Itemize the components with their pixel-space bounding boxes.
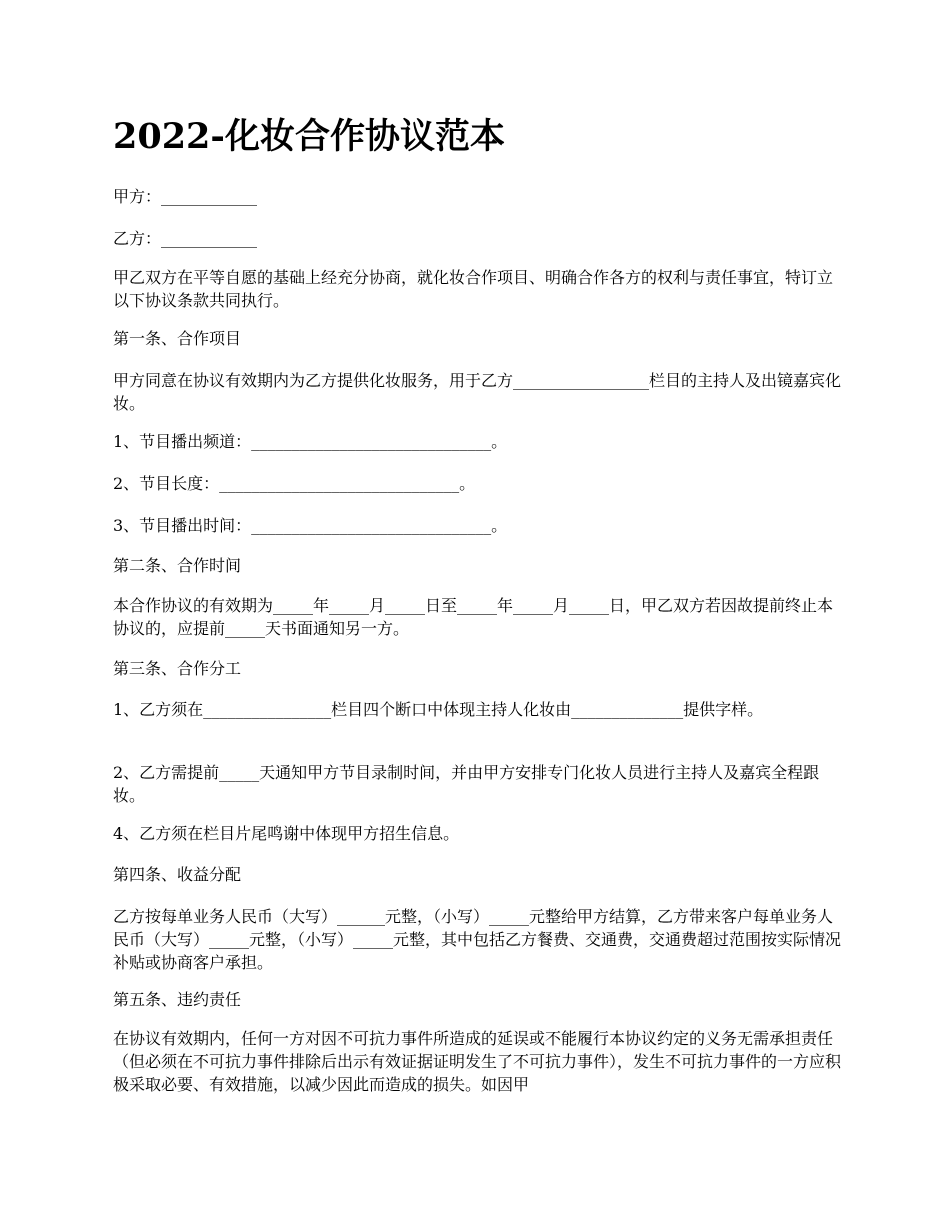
article-3-item-1: 1、乙方须在________________栏目四个断口中体现主持人化妆由______________提供字样。 — [113, 700, 764, 719]
article-1-heading: 第一条、合作项目 — [113, 329, 242, 348]
intro-paragraph: 甲乙双方在平等自愿的基础上经充分协商，就化妆合作项目、明确合作各方的权利与责任事宜，特订立以下协议条款共同执行。 — [113, 268, 834, 310]
article-4-body: 乙方按每单业务人民币（大写）______元整，（小写）_____元整给甲方结算，乙方带来客户每单业务人民币（大写）_____元整，（小写）_____元整，其中包括乙方餐费、交通费，交通费超过范围按实际情况补贴或协商客户承担。 — [113, 907, 842, 972]
article-3-item-2: 2、乙方需提前_____天通知甲方节目录制时间，并由甲方安排专门化妆人员进行主持人及嘉宾全程跟妆。 — [113, 763, 820, 805]
article-2-heading: 第二条、合作时间 — [113, 556, 242, 575]
party-a-line: 甲方：____________ — [113, 187, 258, 206]
party-b-line: 乙方：____________ — [113, 229, 258, 248]
article-1-body: 甲方同意在协议有效期内为乙方提供化妆服务，用于乙方_________________栏目的主持人及出镜嘉宾化妆。 — [113, 371, 842, 413]
article-3-heading: 第三条、合作分工 — [113, 659, 242, 678]
document-title: 2022-化妆合作协议范本 — [113, 116, 505, 157]
article-4-heading: 第四条、收益分配 — [113, 865, 242, 884]
article-1-item-1: 1、节目播出频道：______________________________。 — [113, 432, 508, 451]
article-1-item-2: 2、节目长度：______________________________。 — [113, 474, 476, 493]
article-3-item-4: 4、乙方须在栏目片尾鸣谢中体现甲方招生信息。 — [113, 824, 460, 843]
article-5-heading: 第五条、违约责任 — [113, 990, 242, 1009]
article-2-body: 本合作协议的有效期为_____年_____月_____日至_____年_____月_____日，甲乙双方若因故提前终止本协议的，应提前_____天书面通知另一方。 — [113, 596, 834, 638]
article-1-item-3: 3、节目播出时间：______________________________。 — [113, 516, 508, 535]
article-5-body: 在协议有效期内，任何一方对因不可抗力事件所造成的延误或不能履行本协议约定的义务无需承担责任（但必须在不可抗力事件排除后出示有效证据证明发生了不可抗力事件），发生不可抗力事件的一方应积极采取必要、有效措施，以减少因此而造成的损失。如因甲 — [113, 1029, 842, 1094]
